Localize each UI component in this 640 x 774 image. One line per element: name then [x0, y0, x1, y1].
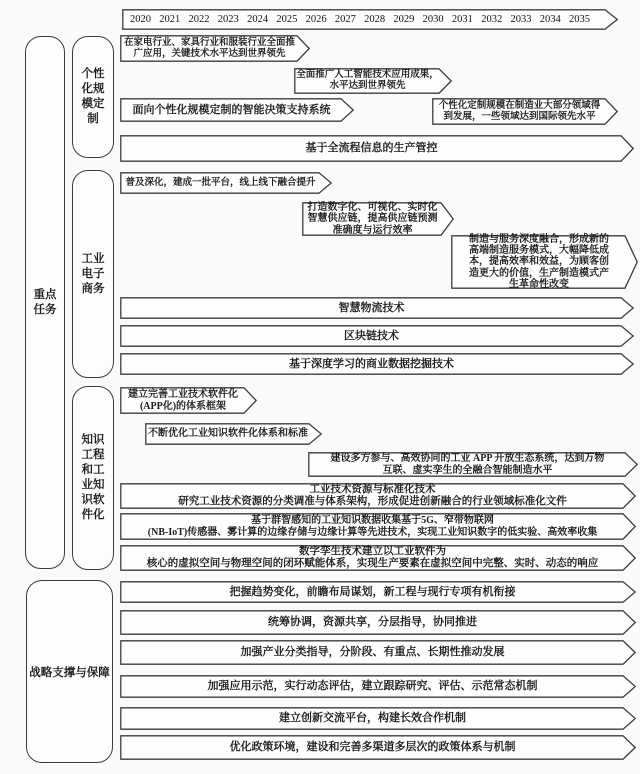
milestone-text-line: 不断优化工业知识软件化体系和标准 [148, 428, 308, 440]
milestone-text-line: 面向个性化规模定制的智能决策支持系统 [132, 103, 331, 116]
milestone-blockchain [120, 325, 634, 347]
milestone-text [294, 68, 452, 94]
milestone-text [120, 707, 636, 730]
milestone-platform-online-offline-fusion [120, 172, 332, 194]
milestone-home-appliance-promotion [120, 35, 310, 62]
panel-key-tasks [25, 36, 65, 569]
milestone-text [120, 98, 354, 122]
milestone-text-line: 制造与服务深度融合，形成新的 [469, 234, 609, 246]
milestone-text-line: 工业技术资源与标准化技术 [309, 484, 436, 496]
milestone-text-line: 基于全流程信息的生产管控 [305, 142, 438, 155]
milestone-text-line: 互联、虚实孪生的全融合智能制造水平 [382, 464, 553, 476]
milestone-app-open-ecosystem [308, 452, 638, 477]
milestone-tech-resource-standardization [120, 483, 636, 509]
milestone-text-line: 造更大的价值，生产制造模式产 [469, 267, 609, 279]
milestone-text-line: 研究工业技术资源的分类调准与体系架构，形成促进创新融合的行业领域标准化文件 [178, 496, 567, 507]
milestone-text-line: 准确度与运行效率 [332, 224, 413, 236]
milestone-text [120, 735, 636, 760]
milestone-text [120, 483, 636, 509]
milestone-text-line: 建立创新交流平台，构建长效合作机制 [279, 712, 466, 725]
milestone-text-line: 普及深化，建成一批平台，线上线下融合提升 [125, 177, 316, 188]
milestone-text-line: 到发展，一些领域达到国际领先水平 [443, 111, 596, 122]
milestone-text-line: 统筹协调，资源共享，分层指导，协同推进 [268, 616, 477, 629]
milestone-text-line: 生革命性改变 [509, 278, 569, 290]
milestone-digital-twin [120, 545, 636, 571]
category-industrial-ecommerce [72, 170, 114, 378]
panel-strategic-support-label: 战略支撑与保障 [29, 666, 110, 679]
milestone-text-line: 全面推广人工智能技术应用成果， [296, 70, 439, 81]
milestone-text [120, 325, 634, 347]
year-label: 2022 [188, 14, 210, 25]
milestone-text [120, 35, 310, 62]
milestone-text [145, 423, 322, 445]
milestone-text [302, 202, 454, 236]
category-knowledge-engineering [72, 386, 114, 570]
year-label: 2031 [451, 14, 473, 25]
year-label: 2026 [305, 14, 327, 25]
year-label: 2023 [217, 14, 239, 25]
panel-strategic-support [26, 580, 113, 763]
support-trend-planning [120, 581, 636, 603]
milestone-text [120, 297, 634, 319]
category-mass-customization [72, 36, 114, 158]
milestone-text-line: 在家电行业、家具行业和服装行业全面推 [123, 37, 295, 48]
category-knowledge-engineering-label: 知识工程和工业知识软件化 [81, 434, 105, 521]
milestone-text [120, 581, 636, 603]
milestone-ai-application-promotion [294, 68, 452, 94]
milestone-text-line: 数字孪生技术建立以工业软件为 [299, 546, 446, 558]
milestone-text [120, 135, 634, 162]
milestone-text-line: 建设多方参与、高效协同的工业 APP 开放生态系统，达到万物 [330, 453, 605, 465]
milestone-text-line: 高端制造服务模式，大幅降低成 [469, 245, 609, 257]
milestone-app-system-framework [120, 387, 257, 414]
support-innovation-platform [120, 707, 636, 730]
milestone-text-line: 基于深度学习的商业数据挖掘技术 [289, 357, 454, 370]
year-label: 2020 [130, 14, 151, 25]
milestone-text-line: (NB-IoT)传感器、雾计算的边缘存储与边缘计算等先进技术，实现工业知识数字的低实验、高效率收集 [147, 526, 598, 538]
milestone-text [308, 452, 638, 477]
milestone-full-process-production-control [120, 135, 634, 162]
milestone-text [451, 235, 638, 289]
year-label: 2033 [510, 14, 532, 25]
milestone-customization-world-leading [432, 98, 618, 125]
milestone-knowledge-data-collection [120, 513, 636, 540]
year-label: 2029 [393, 14, 415, 25]
milestone-text-line: (APP化)的体系框架 [139, 400, 227, 412]
year-label: 2028 [364, 14, 386, 25]
milestone-text-line: 广应用，关键技术水平达到世界领先 [133, 48, 286, 59]
milestone-text-line: 智慧物流技术 [338, 301, 405, 314]
milestone-smart-logistics [120, 297, 634, 319]
milestone-text [120, 545, 636, 571]
milestone-text [120, 640, 636, 665]
milestone-text-line: 建立完善工业技术软件化 [128, 389, 238, 401]
milestone-text-line: 水平达到世界领先 [329, 81, 406, 91]
support-coordination-sharing [120, 610, 636, 635]
milestone-text-line: 把握趋势变化，前瞻布局谋划，新工程与现行专项有机衔接 [229, 585, 516, 598]
year-label: 2027 [334, 14, 356, 25]
milestone-text [120, 387, 257, 414]
year-label: 2021 [159, 14, 181, 25]
timeline-arrow [122, 9, 618, 30]
milestone-text-line: 区块链技术 [344, 329, 399, 342]
year-label: 2025 [276, 14, 298, 25]
year-label: 2035 [568, 14, 590, 25]
category-mass-customization-label: 个性化规模定制 [81, 68, 105, 125]
milestone-text [120, 513, 636, 540]
milestone-text-line: 基于群智感知的工业知识数据收集基于5G、窄带物联网 [251, 515, 494, 527]
support-application-demonstration [120, 675, 636, 698]
milestone-text [120, 172, 332, 194]
milestone-deep-learning-data-mining [120, 353, 634, 375]
year-label: 2030 [422, 14, 444, 25]
milestone-text [120, 610, 636, 635]
year-label: 2032 [481, 14, 503, 25]
milestone-text [432, 98, 618, 125]
timeline-years [122, 9, 618, 30]
milestone-text-line: 打造数字化、可视化、实时化 [307, 202, 438, 214]
milestone-text-line: 智慧供应链，提高供应链预测 [307, 213, 438, 225]
milestone-knowledge-software-standards [145, 423, 322, 445]
category-industrial-ecommerce-label: 工业电子商务 [81, 252, 105, 295]
support-policy-environment [120, 735, 636, 760]
milestone-text-line: 核心的虚拟空间与物理空间的闭环赋能体系，实现生产要素在虚拟空间中完整、实时、动态的响应 [146, 558, 599, 569]
milestone-text-line: 个性化定制规模在制造业大部分领域得 [438, 100, 601, 111]
year-label: 2034 [539, 14, 561, 25]
milestone-text-line: 加强应用示范，实行动态评估，建立跟踪研究、评估、示范常态机制 [207, 680, 538, 693]
milestone-smart-decision-support [120, 98, 354, 122]
milestone-smart-supply-chain [302, 202, 454, 236]
panel-key-tasks-label: 重点任务 [33, 288, 57, 316]
milestone-text-line: 本，提高效率和效益，为顾客创 [469, 256, 609, 268]
milestone-text [120, 353, 634, 375]
milestone-text-line: 加强产业分类指导，分阶段、有重点、长期性推动发展 [240, 646, 505, 659]
milestone-text-line: 优化政策环境，建设和完善多渠道多层次的政策体系与机制 [229, 741, 516, 754]
support-industry-guidance [120, 640, 636, 665]
milestone-text [120, 675, 636, 698]
year-label: 2024 [247, 14, 269, 25]
milestone-manufacturing-service-fusion [451, 235, 638, 289]
